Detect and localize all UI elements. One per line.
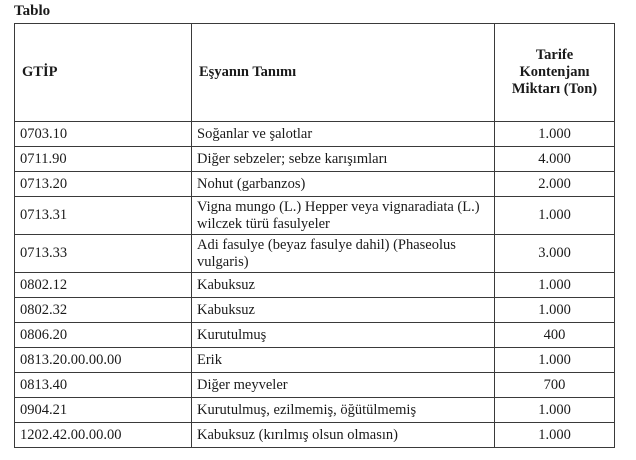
cell-quota: 400 xyxy=(495,323,615,348)
cell-description: Erik xyxy=(192,348,495,373)
cell-description: Adi fasulye (beyaz fasulye dahil) (Phaseolus vulgaris) xyxy=(192,235,495,273)
header-gtip: GTİP xyxy=(15,24,192,122)
cell-gtip: 0806.20 xyxy=(15,323,192,348)
cell-quota: 1.000 xyxy=(495,398,615,423)
cell-quota: 4.000 xyxy=(495,147,615,172)
cell-quota: 1.000 xyxy=(495,273,615,298)
cell-quota: 700 xyxy=(495,373,615,398)
cell-gtip: 0802.32 xyxy=(15,298,192,323)
cell-quota: 1.000 xyxy=(495,122,615,147)
cell-description: Kurutulmuş xyxy=(192,323,495,348)
cell-gtip: 0802.12 xyxy=(15,273,192,298)
table-row xyxy=(15,423,615,448)
table-row xyxy=(15,147,615,172)
cell-gtip: 0711.90 xyxy=(15,147,192,172)
table-row xyxy=(15,122,615,147)
cell-gtip: 0703.10 xyxy=(15,122,192,147)
header-row xyxy=(15,24,615,122)
cell-description: Nohut (garbanzos) xyxy=(192,172,495,197)
table-row xyxy=(15,348,615,373)
cell-gtip: 0713.20 xyxy=(15,172,192,197)
cell-gtip: 0713.33 xyxy=(15,235,192,273)
cell-description: Kabuksuz (kırılmış olsun olmasın) xyxy=(192,423,495,448)
cell-description: Diğer sebzeler; sebze karışımları xyxy=(192,147,495,172)
table-row xyxy=(15,298,615,323)
cell-quota: 1.000 xyxy=(495,298,615,323)
table-row xyxy=(15,373,615,398)
cell-description: Kabuksuz xyxy=(192,273,495,298)
table-row xyxy=(15,323,615,348)
cell-description: Kurutulmuş, ezilmemiş, öğütülmemiş xyxy=(192,398,495,423)
table-row xyxy=(15,273,615,298)
cell-gtip: 0713.31 xyxy=(15,197,192,235)
cell-gtip: 0813.20.00.00.00 xyxy=(15,348,192,373)
cell-quota: 3.000 xyxy=(495,235,615,273)
cell-description: Vigna mungo (L.) Hepper veya vignaradiata (L.) wilczek türü fasulyeler xyxy=(192,197,495,235)
cell-description: Diğer meyveler xyxy=(192,373,495,398)
header-description: Eşyanın Tanımı xyxy=(192,24,495,122)
tariff-quota-table xyxy=(14,23,615,448)
table-row xyxy=(15,235,615,273)
cell-description: Kabuksuz xyxy=(192,298,495,323)
cell-quota: 2.000 xyxy=(495,172,615,197)
table-row xyxy=(15,398,615,423)
cell-description: Soğanlar ve şalotlar xyxy=(192,122,495,147)
cell-quota: 1.000 xyxy=(495,348,615,373)
cell-gtip: 0904.21 xyxy=(15,398,192,423)
cell-quota: 1.000 xyxy=(495,423,615,448)
cell-quota: 1.000 xyxy=(495,197,615,235)
table-row xyxy=(15,172,615,197)
document-title: Tablo xyxy=(14,3,51,19)
table-row xyxy=(15,197,615,235)
header-quota: Tarife Kontenjanı Miktarı (Ton) xyxy=(495,24,615,122)
cell-gtip: 1202.42.00.00.00 xyxy=(15,423,192,448)
cell-gtip: 0813.40 xyxy=(15,373,192,398)
